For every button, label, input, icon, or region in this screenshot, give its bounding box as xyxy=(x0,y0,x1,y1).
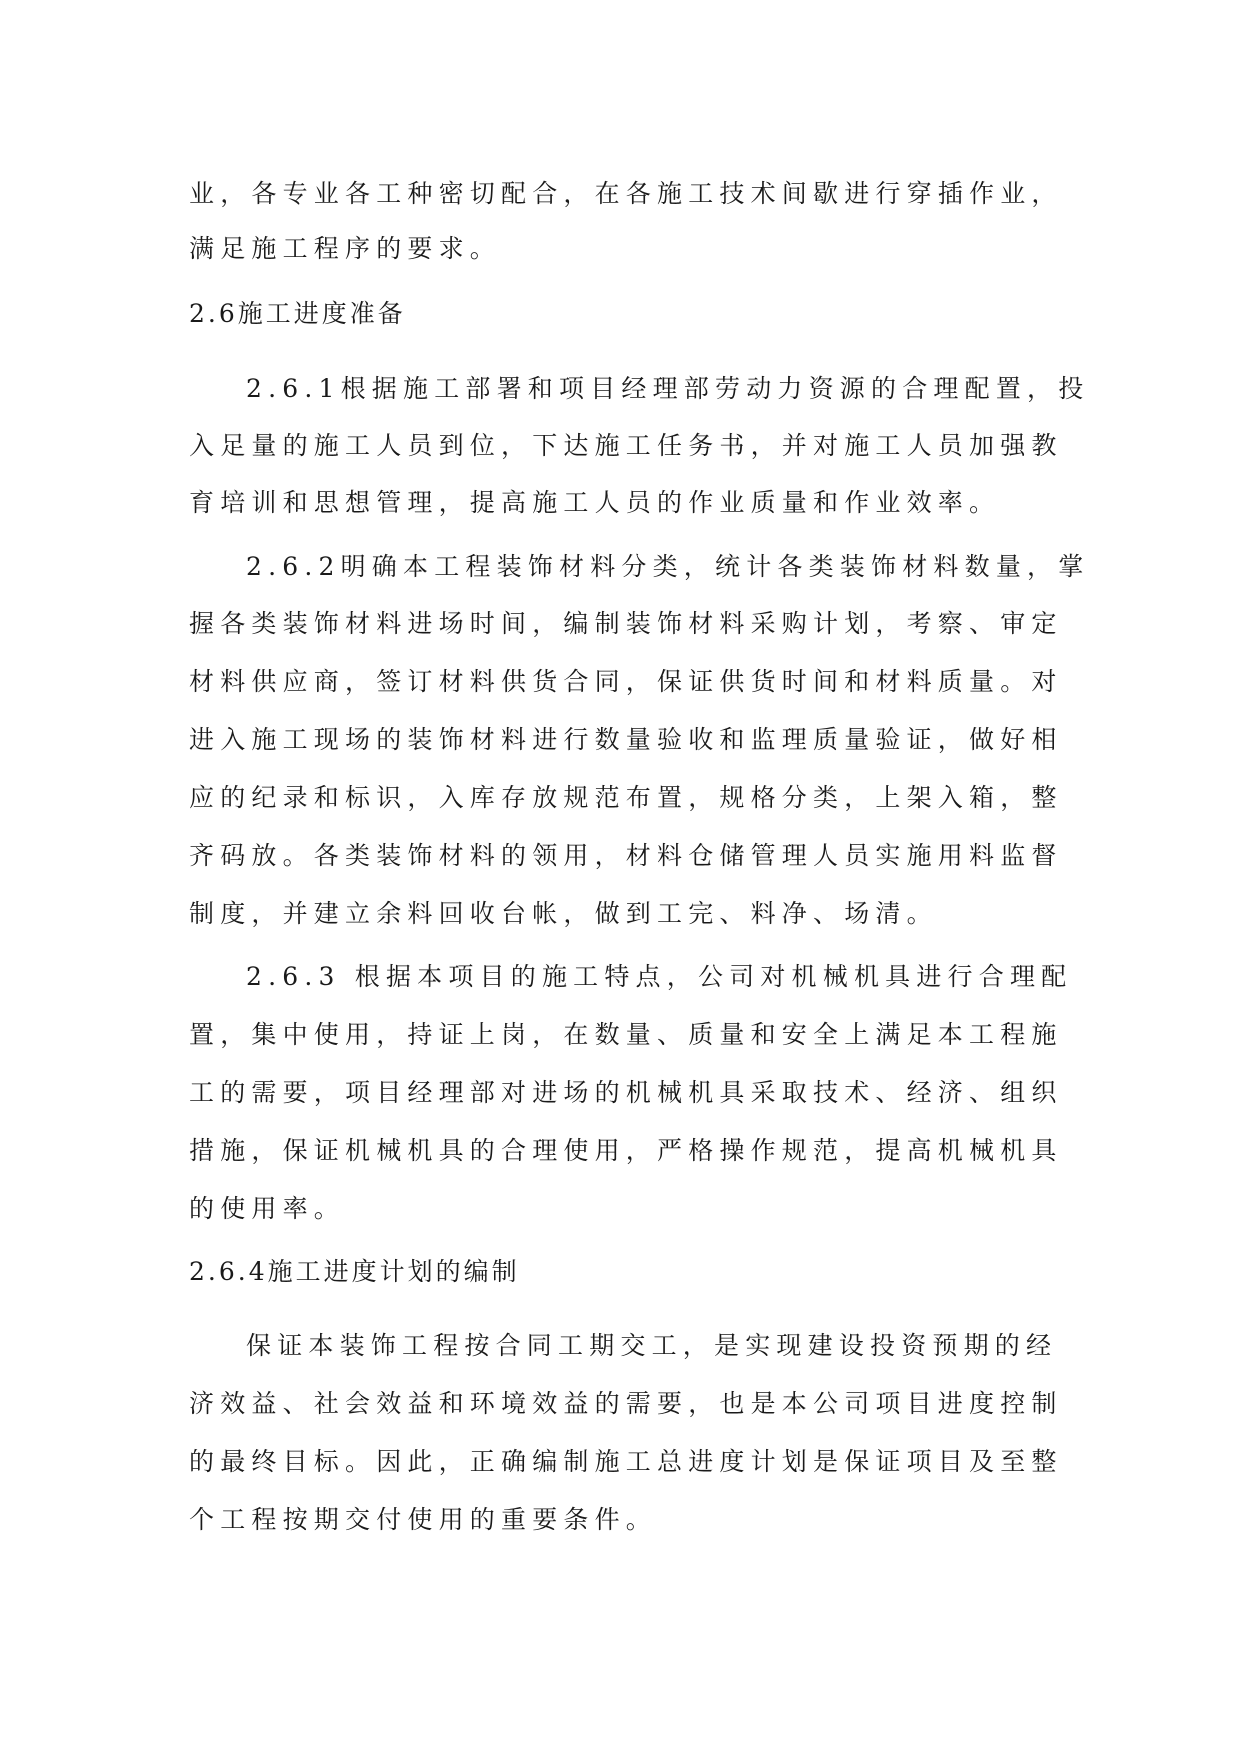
text-line: 应的纪录和标识，入库存放规范布置，规格分类，上架入箱，整 xyxy=(189,783,1063,812)
text-line: 2.6.2明确本工程装饰材料分类，统计各类装饰材料数量，掌 xyxy=(246,552,1090,581)
text-line: 工的需要，项目经理部对进场的机械机具采取技术、经济、组织 xyxy=(189,1078,1063,1107)
text-line: 制度，并建立余料回收台帐，做到工完、料净、场清。 xyxy=(189,899,938,928)
text-line: 齐码放。各类装饰材料的领用，材料仓储管理人员实施用料监督 xyxy=(189,841,1063,870)
text-line: 2.6.1根据施工部署和项目经理部劳动力资源的合理配置，投 xyxy=(246,374,1090,403)
text-line: 个工程按期交付使用的重要条件。 xyxy=(189,1505,658,1534)
text-line: 业，各专业各工种密切配合，在各施工技术间歇进行穿插作业， xyxy=(189,179,1063,208)
text-line: 济效益、社会效益和环境效益的需要，也是本公司项目进度控制 xyxy=(189,1389,1063,1418)
text-line: 握各类装饰材料进场时间，编制装饰材料采购计划，考察、审定 xyxy=(189,609,1063,638)
text-line: 满足施工程序的要求。 xyxy=(189,234,502,263)
text-line: 2.6.3 根据本项目的施工特点，公司对机械机具进行合理配 xyxy=(246,962,1073,991)
text-line: 保证本装饰工程按合同工期交工，是实现建设投资预期的经 xyxy=(246,1331,1058,1360)
section-heading: 2.6施工进度准备 xyxy=(189,299,406,328)
text-line: 进入施工现场的装饰材料进行数量验收和监理质量验证，做好相 xyxy=(189,725,1063,754)
text-line: 的使用率。 xyxy=(189,1194,346,1223)
text-line: 入足量的施工人员到位，下达施工任务书，并对施工人员加强教 xyxy=(189,431,1063,460)
text-line: 育培训和思想管理，提高施工人员的作业质量和作业效率。 xyxy=(189,488,1001,517)
text-line: 置，集中使用，持证上岗，在数量、质量和安全上满足本工程施 xyxy=(189,1020,1063,1049)
text-line: 材料供应商，签订材料供货合同，保证供货时间和材料质量。对 xyxy=(189,667,1063,696)
text-line: 的最终目标。因此，正确编制施工总进度计划是保证项目及至整 xyxy=(189,1447,1063,1476)
text-line: 措施，保证机械机具的合理使用，严格操作规范，提高机械机具 xyxy=(189,1136,1063,1165)
section-heading: 2.6.4施工进度计划的编制 xyxy=(189,1257,520,1286)
